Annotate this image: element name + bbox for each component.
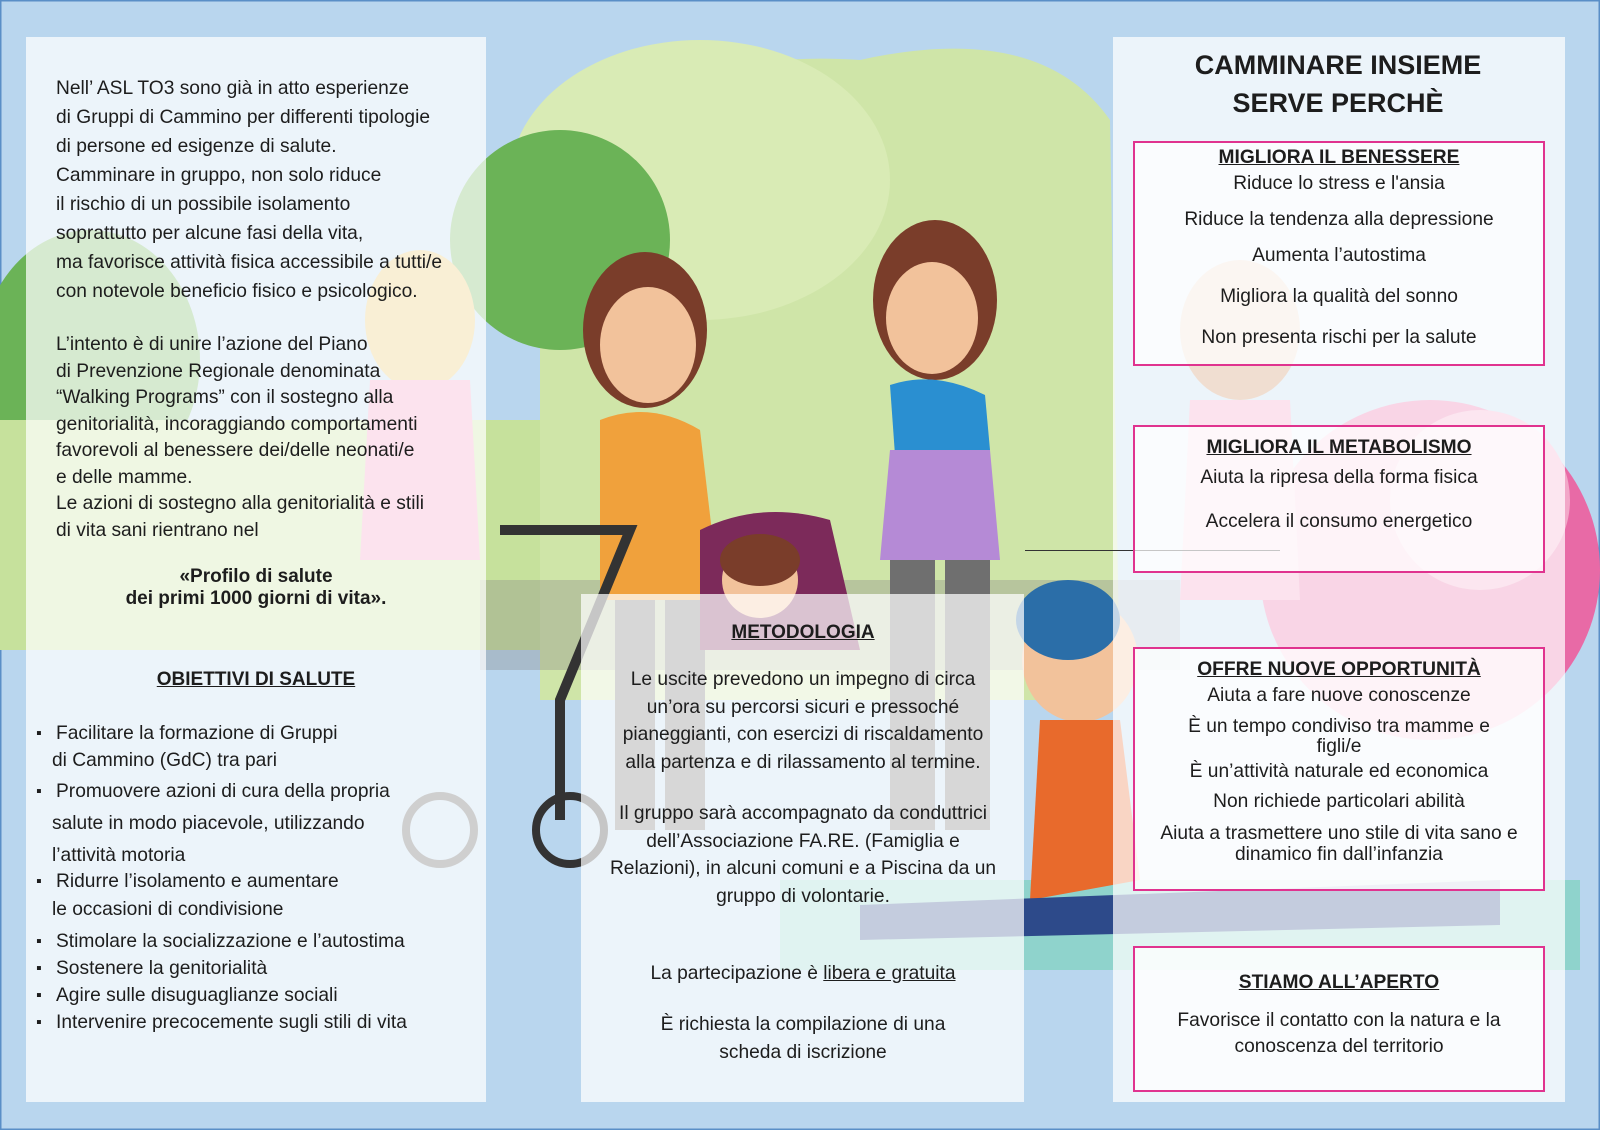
right-title-line-1: CAMMINARE INSIEME — [1194, 50, 1482, 80]
profile-line-1: «Profilo di salute — [179, 566, 333, 587]
intro-line: L’intento è di unire l’azione del Piano — [56, 334, 368, 355]
goal-line: Facilitare la formazione di Gruppi — [56, 723, 338, 744]
list-item — [36, 955, 476, 982]
goal-line: Sostenere la genitorialità — [56, 958, 268, 979]
metodologia-line: pianeggianti, con esercizi di riscaldamento — [622, 724, 984, 745]
metodologia-paragraph-2 — [598, 800, 1008, 910]
benefit-item: Riduce lo stress e l'ansia — [1233, 173, 1445, 194]
benefit-box-title: STIAMO ALL’APERTO — [1238, 972, 1440, 993]
registration-line: scheda di iscrizione — [719, 1041, 887, 1063]
goal-line: Agire sulle disuguaglianze sociali — [56, 985, 338, 1006]
profile-title — [56, 566, 456, 610]
benefit-item: Non presenta rischi per la salute — [1201, 327, 1477, 348]
intro-paragraph-1 — [56, 74, 476, 306]
benefit-item: È un’attività naturale ed economica — [1189, 761, 1489, 782]
benefit-box-title: OFFRE NUOVE OPPORTUNITÀ — [1197, 659, 1481, 680]
intro-line: di Prevenzione Regionale denominata — [56, 360, 381, 382]
metodologia-line: gruppo di volontarie. — [716, 885, 890, 907]
list-item — [36, 868, 476, 924]
benefit-box-title: MIGLIORA IL BENESSERE — [1218, 147, 1460, 168]
intro-line: ma favorisce attività fisica accessibile a tutti/e — [56, 252, 443, 273]
metodologia-line: Relazioni), in alcuni comuni e a Piscina da un — [609, 858, 997, 879]
list-item — [36, 776, 476, 872]
intro-line: soprattutto per alcune fasi della vita, — [56, 223, 364, 244]
intro-line: di vita sani rientrano nel — [56, 519, 259, 541]
intro-line: Le azioni di sostegno alla genitorialità e stili — [56, 493, 424, 514]
intro-text — [56, 74, 476, 544]
intro-paragraph-2 — [56, 332, 476, 544]
benefit-box-benessere — [1133, 141, 1545, 366]
metodologia-line: alla partenza e di rilassamento al termine. — [625, 751, 981, 773]
participation-prefix: La partecipazione è — [650, 963, 824, 984]
benefit-box-title: MIGLIORA IL METABOLISMO — [1206, 437, 1472, 458]
right-title — [1120, 46, 1556, 122]
intro-line: “Walking Programs” con il sostegno alla — [56, 387, 394, 408]
benefit-box-opportunita — [1133, 647, 1545, 891]
benefit-item: Migliora la qualità del sonno — [1220, 286, 1458, 307]
intro-line: di persone ed esigenze di salute. — [56, 136, 337, 157]
goal-line: le occasioni di condivisione — [52, 899, 284, 920]
goal-line: l’attività motoria — [52, 845, 186, 866]
participation-text — [598, 960, 1008, 988]
goals-list — [36, 720, 476, 1036]
list-item — [36, 982, 476, 1009]
intro-line: di Gruppi di Cammino per differenti tipologie — [56, 107, 430, 128]
list-item — [36, 1009, 476, 1036]
metodologia-line: Il gruppo sarà accompagnato da conduttrici — [619, 803, 987, 824]
intro-line: il rischio di un possibile isolamento — [56, 194, 351, 215]
intro-line: e delle mamme. — [56, 466, 193, 488]
goal-line: Promuovere azioni di cura della propria — [56, 781, 390, 802]
benefit-item: Favorisce il contatto con la natura e la conoscenza del territorio — [1177, 1010, 1501, 1057]
profile-line-2: dei primi 1000 giorni di vita — [125, 588, 371, 609]
benefit-item: Accelera il consumo energetico — [1205, 511, 1473, 532]
benefit-item: Riduce la tendenza alla depressione — [1184, 209, 1494, 230]
list-item — [36, 720, 476, 774]
goal-line: Ridurre l’isolamento e aumentare — [56, 871, 339, 892]
intro-line: Camminare in gruppo, non solo riduce — [56, 165, 382, 186]
metodologia-line: un’ora su percorsi sicuri e pressoché — [646, 696, 960, 718]
benefit-item: Non richiede particolari abilità — [1213, 791, 1465, 812]
metodologia-title: METODOLOGIA — [731, 622, 875, 643]
intro-line: con notevole beneficio fisico e psicologico. — [56, 281, 418, 302]
right-title-line-2: SERVE PERCHÈ — [1232, 88, 1444, 118]
registration-line: È richiesta la compilazione di una — [660, 1014, 946, 1035]
registration-text — [598, 1011, 1008, 1066]
participation-highlight: libera e gratuita — [823, 963, 956, 984]
goal-line: di Cammino (GdC) tra pari — [52, 750, 277, 771]
goal-line: Stimolare la socializzazione e l’autostima — [56, 931, 405, 952]
goal-line: Intervenire precocemente sugli stili di vita — [56, 1012, 407, 1033]
benefit-box-aperto — [1133, 946, 1545, 1092]
benefit-box-metabolismo — [1133, 425, 1545, 573]
profile-tail: ». — [370, 588, 387, 609]
benefit-item: Aiuta a trasmettere uno stile di vita sano e dinamico fin dall’infanzia — [1160, 823, 1518, 865]
metodologia-line: dell’Associazione FA.RE. (Famiglia e — [646, 830, 960, 852]
benefit-item: È un tempo condiviso tra mamme e figli/e — [1188, 716, 1490, 757]
obiettivi-title: OBIETTIVI DI SALUTE — [156, 669, 356, 690]
metodologia-paragraph-1 — [598, 666, 1008, 776]
intro-line: favorevoli al benessere dei/delle neonati/e — [56, 440, 415, 461]
list-item — [36, 928, 476, 955]
intro-line: genitorialità, incoraggiando comportamenti — [56, 413, 418, 435]
intro-line: Nell’ ASL TO3 sono già in atto esperienze — [56, 78, 410, 99]
metodologia-line: Le uscite prevedono un impegno di circa — [630, 669, 976, 690]
benefit-item: Aiuta a fare nuove conoscenze — [1207, 685, 1471, 706]
goal-line: salute in modo piacevole, utilizzando — [52, 813, 365, 834]
benefit-item: Aiuta la ripresa della forma fisica — [1200, 467, 1478, 488]
benefit-item: Aumenta l’autostima — [1252, 245, 1426, 266]
